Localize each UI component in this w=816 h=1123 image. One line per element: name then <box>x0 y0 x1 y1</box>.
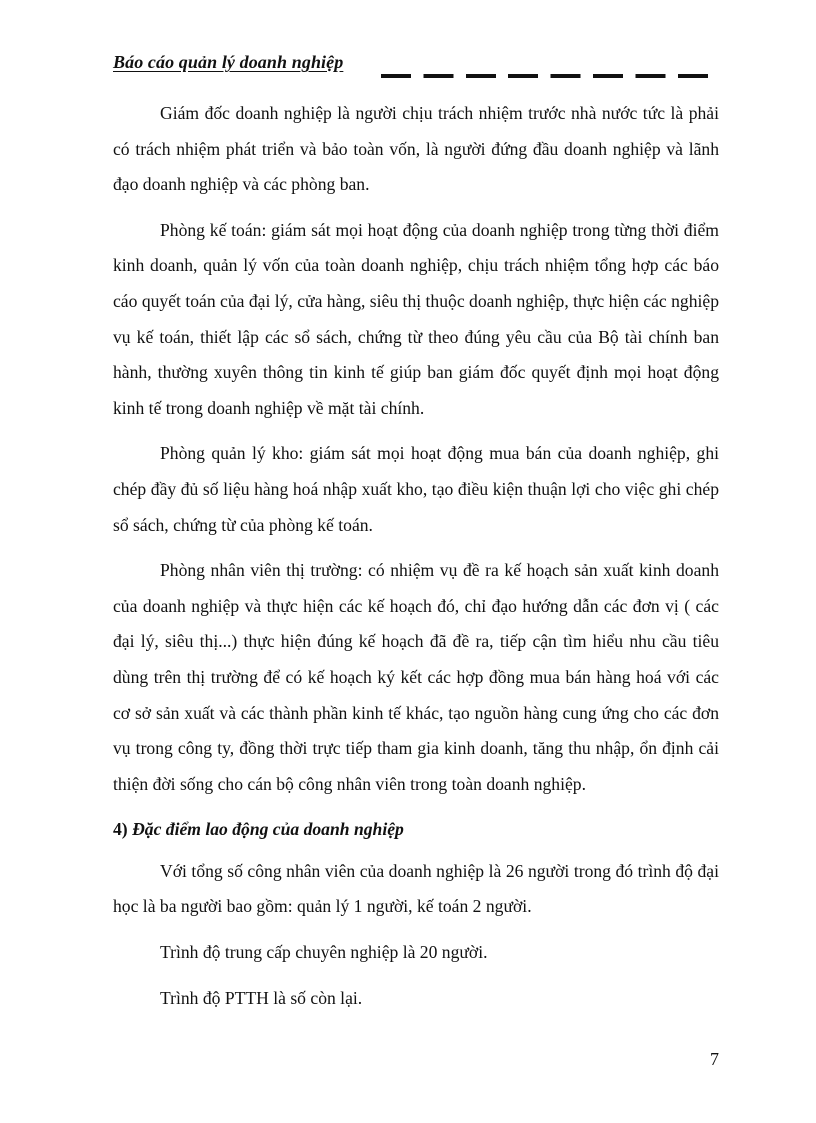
section-heading <box>113 812 719 848</box>
paragraph-workforce: Với tổng số công nhân viên của doanh nghiệp là 26 người trong đó trình độ đại học là ba người bao gồm: quản lý 1 người, kế toán 2 người. <box>113 860 719 917</box>
section-number: 4) <box>113 819 128 840</box>
page-number: 7 <box>710 1049 719 1069</box>
paragraph-high-school: Trình độ PTTH là số còn lại. <box>160 987 363 1008</box>
page-header <box>113 52 720 82</box>
paragraph-director: Giám đốc doanh nghiệp là người chịu trách nhiệm trước nhà nước tức là phải có trách nhiệm phát triển và bảo toàn vốn, là người đứng đầu doanh nghiệp và lãnh đạo doanh nghiệp và các phòng ban. <box>113 103 719 195</box>
paragraph-warehouse: Phòng quản lý kho: giám sát mọi hoạt động mua bán của doanh nghiệp, ghi chép đầy đủ số liệu hàng hoá nhập xuất kho, tạo điều kiện thuận lợi cho việc ghi chép sổ sách, chứng từ của phòng kế toán. <box>113 443 719 535</box>
paragraph-accounting: Phòng kế toán: giám sát mọi hoạt động của doanh nghiệp trong từng thời điểm kinh doanh, quản lý vốn của toàn doanh nghiệp, chịu trách nhiệm tổng hợp các báo cáo quyết toán của đại lý, cửa hàng, siêu thị thuộc doanh nghiệp, thực hiện các nghiệp vụ kế toán, thiết lập các sổ sách, chứng từ theo đúng yêu cầu của Bộ tài chính ban hành, thường xuyên thông tin kinh tế giúp ban giám đốc quyết định mọi hoạt động kinh tế trong doanh nghiệp về mặt tài chính. <box>113 219 719 418</box>
paragraph-vocational: Trình độ trung cấp chuyên nghiệp là 20 người. <box>160 942 488 963</box>
document-body <box>113 96 719 1026</box>
paragraph-market-staff: Phòng nhân viên thị trường: có nhiệm vụ đề ra kế hoạch sản xuất kinh doanh của doanh nghiệp và thực hiện các kế hoạch đó, chỉ đạo hướng dẫn các đơn vị ( các đại lý, siêu thị...) thực hiện đúng kế hoạch đã đề ra, tiếp cận tìm hiểu nhu cầu tiêu dùng trên thị trường để có kế hoạch ký kết các hợp đồng mua bán hàng hoá với các cơ sở sản xuất và các thành phần kinh tế khác, tạo nguồn hàng cung ứng cho các đơn vụ trong công ty, đồng thời trực tiếp tham gia kinh doanh, tăng thu nhập, ổn định cải thiện đời sống cho cán bộ công nhân viên trong toàn doanh nghiệp. <box>113 560 719 794</box>
header-title: Báo cáo quản lý doanh nghiệp <box>113 52 344 72</box>
section-title: Đặc điểm lao động của doanh nghiệp <box>132 819 404 840</box>
header-dashed-rule <box>381 74 720 78</box>
